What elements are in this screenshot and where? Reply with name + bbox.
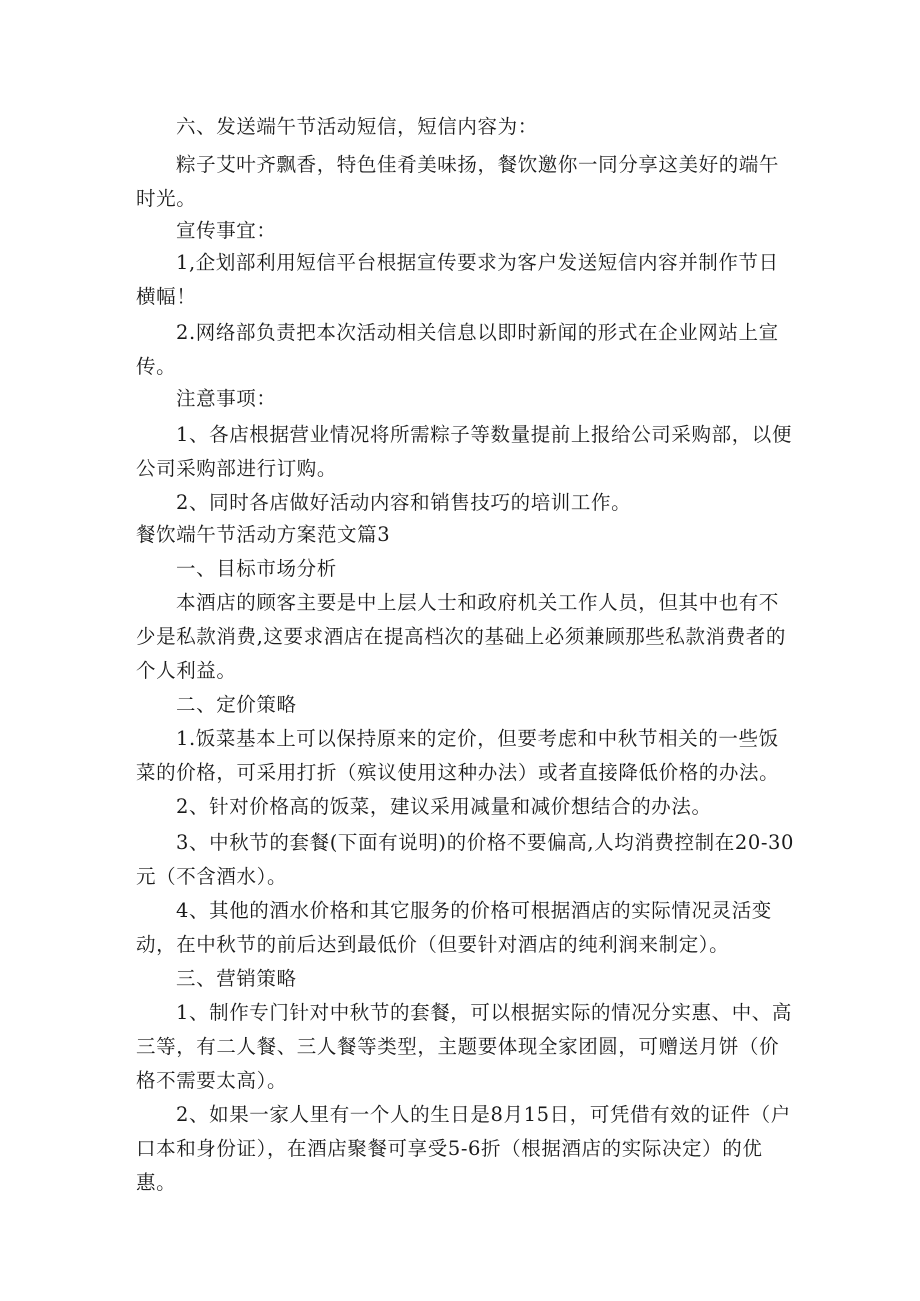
section-heading-sms: 六、发送端午节活动短信，短信内容为： (176, 115, 538, 138)
heading-pricing: 二、定价策略 (176, 693, 297, 716)
paragraph-marketing-2: 2、如果一家人里有一个人的生日是8月15日，可凭借有效的证件（户口本和身份证），在酒店聚餐可享受5-6折（根据酒店的实际决定）的优惠。 (136, 1103, 791, 1194)
heading-notes: 注意事项： (176, 387, 277, 410)
paragraph-publicity-1: 1,企划部利用短信平台根据宣传要求为客户发送短信内容并制作节日横幅！ (136, 251, 779, 308)
paragraph-publicity-2: 2.网络部负责把本次活动相关信息以即时新闻的形式在企业网站上宣传。 (136, 321, 779, 378)
paragraph-pricing-4: 4、其他的酒水价格和其它服务的价格可根据酒店的实际情况灵活变动，在中秋节的前后达到最低价（但要针对酒店的纯利润来制定）。 (136, 899, 772, 956)
heading-target-market: 一、目标市场分析 (176, 557, 337, 580)
article-title: 餐饮端午节活动方案范文篇3 (136, 523, 391, 546)
paragraph-pricing-3: 3、中秋节的套餐(下面有说明)的价格不要偏高,人均消费控制在20-30元（不含酒水）。 (136, 831, 795, 888)
paragraph-notes-1: 1、各店根据营业情况将所需粽子等数量提前上报给公司采购部，以便公司采购部进行订购。 (136, 423, 793, 480)
paragraph-pricing-2: 2、针对价格高的饭菜，建议采用减量和减价想结合的办法。 (176, 795, 712, 818)
heading-marketing: 三、营销策略 (176, 967, 297, 990)
paragraph-pricing-1: 1.饭菜基本上可以保持原来的定价，但要考虑和中秋节相关的一些饭菜的价格，可采用打折（殡议使用这种办法）或者直接降低价格的办法。 (136, 727, 780, 784)
heading-publicity: 宣传事宜： (176, 219, 277, 242)
paragraph-target-market: 本酒店的顾客主要是中上层人士和政府机关工作人员，但其中也有不少是私款消费,这要求酒店在提高档次的基础上必须兼顾那些私款消费者的个人利益。 (136, 591, 786, 682)
paragraph-notes-2: 2、同时各店做好活动内容和销售技巧的培训工作。 (176, 491, 632, 514)
paragraph-marketing-1: 1、制作专门针对中秋节的套餐，可以根据实际的情况分实惠、中、高三等，有二人餐、三人餐等类型，主题要体现全家团圆，可赠送月饼（价格不需要太高）。 (136, 1001, 793, 1092)
paragraph-sms-content: 粽子艾叶齐飘香，特色佳肴美味扬，餐饮邀你一同分享这美好的端午时光。 (136, 153, 780, 210)
